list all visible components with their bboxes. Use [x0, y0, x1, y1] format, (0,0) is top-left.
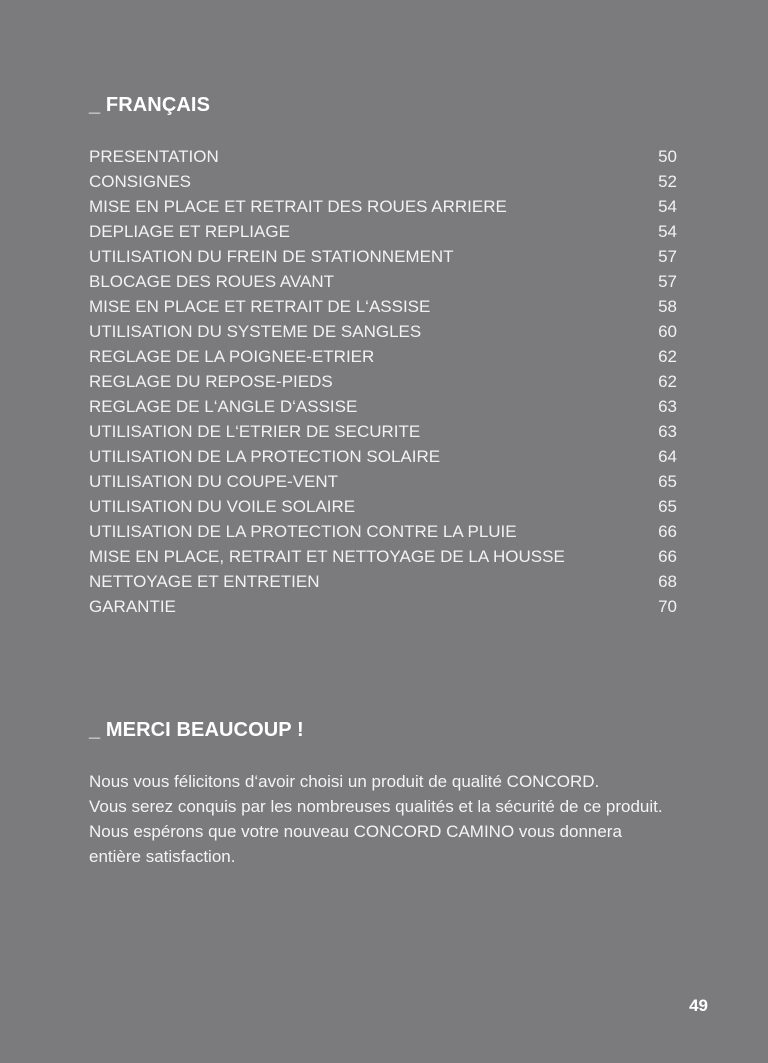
toc-row-garantie[interactable]	[89, 596, 677, 621]
toc-entry-page: 64	[658, 447, 677, 466]
toc-entry-label: MISE EN PLACE, RETRAIT ET NETTOYAGE DE LA HOUSSE	[89, 547, 565, 566]
toc-entry-page: 54	[658, 222, 677, 241]
toc-entry-label: REGLAGE DE L‘ANGLE D‘ASSISE	[89, 397, 358, 416]
toc-entry-label: UTILISATION DU VOILE SOLAIRE	[89, 497, 356, 516]
toc-entry-page: 63	[658, 422, 677, 441]
toc-entry-label: REGLAGE DE LA POIGNEE-ETRIER	[89, 347, 375, 366]
toc-row-roues-arriere[interactable]	[89, 196, 677, 221]
page-number: 49	[689, 996, 708, 1015]
toc-row-entretien[interactable]	[89, 571, 677, 596]
toc-row-angle-assise[interactable]	[89, 396, 677, 421]
toc-row-housse[interactable]	[89, 546, 677, 571]
toc-entry-page: 57	[658, 272, 677, 291]
section-title-francais: _ FRANÇAIS	[89, 94, 211, 116]
toc-row-pluie[interactable]	[89, 521, 677, 546]
toc-row-coupe-vent[interactable]	[89, 471, 677, 496]
toc-entry-label: MISE EN PLACE ET RETRAIT DES ROUES ARRIERE	[89, 197, 507, 216]
toc-entry-page: 58	[658, 297, 677, 316]
toc-row-consignes[interactable]	[89, 171, 677, 196]
toc-row-repose-pieds[interactable]	[89, 371, 677, 396]
toc-entry-page: 60	[658, 322, 677, 341]
toc-entry-label: BLOCAGE DES ROUES AVANT	[89, 272, 334, 291]
toc-entry-label: MISE EN PLACE ET RETRAIT DE L‘ASSISE	[89, 297, 431, 316]
toc-entry-label: PRESENTATION	[89, 147, 219, 166]
toc-entry-page: 62	[658, 372, 677, 391]
toc-entry-label: DEPLIAGE ET REPLIAGE	[89, 222, 290, 241]
intro-paragraph	[89, 769, 729, 869]
intro-line: Nous vous félicitons d‘avoir choisi un produit de qualité CONCORD.	[89, 772, 600, 791]
toc-row-roues-avant[interactable]	[89, 271, 677, 296]
toc-row-presentation[interactable]	[89, 146, 677, 171]
toc-entry-label: UTILISATION DE LA PROTECTION SOLAIRE	[89, 447, 441, 466]
toc-entry-page: 62	[658, 347, 677, 366]
toc-entry-label: CONSIGNES	[89, 172, 192, 191]
toc-entry-page: 57	[658, 247, 677, 266]
intro-line: Vous serez conquis par les nombreuses qualités et la sécurité de ce produit.	[89, 797, 663, 816]
toc-entry-label: UTILISATION DE LA PROTECTION CONTRE LA PLUIE	[89, 522, 517, 541]
toc-row-protection-solaire[interactable]	[89, 446, 677, 471]
toc-entry-page: 66	[658, 522, 677, 541]
toc-entry-page: 54	[658, 197, 677, 216]
toc-entry-page: 52	[658, 172, 677, 191]
toc-row-frein[interactable]	[89, 246, 677, 271]
toc-entry-label: UTILISATION DU COUPE-VENT	[89, 472, 339, 491]
toc-entry-page: 70	[658, 597, 677, 616]
toc-entry-page: 50	[658, 147, 677, 166]
toc-entry-label: REGLAGE DU REPOSE-PIEDS	[89, 372, 333, 391]
toc-row-poignee[interactable]	[89, 346, 677, 371]
toc-entry-label: GARANTIE	[89, 597, 176, 616]
section-title-merci: _ MERCI BEAUCOUP !	[89, 719, 304, 741]
toc-entry-page: 65	[658, 472, 677, 491]
toc-entry-page: 63	[658, 397, 677, 416]
toc-entry-page: 68	[658, 572, 677, 591]
toc-entry-page: 65	[658, 497, 677, 516]
toc-entry-label: NETTOYAGE ET ENTRETIEN	[89, 572, 320, 591]
intro-line: entière satisfaction.	[89, 847, 236, 866]
table-of-contents	[89, 146, 677, 621]
toc-row-depliage[interactable]	[89, 221, 677, 246]
intro-line: Nous espérons que votre nouveau CONCORD CAMINO vous donnera	[89, 822, 622, 841]
toc-entry-label: UTILISATION DU SYSTEME DE SANGLES	[89, 322, 422, 341]
toc-row-etrier[interactable]	[89, 421, 677, 446]
toc-row-assise[interactable]	[89, 296, 677, 321]
toc-entry-page: 66	[658, 547, 677, 566]
toc-row-sangles[interactable]	[89, 321, 677, 346]
toc-entry-label: UTILISATION DE L‘ETRIER DE SECURITE	[89, 422, 421, 441]
toc-row-voile-solaire[interactable]	[89, 496, 677, 521]
toc-entry-label: UTILISATION DU FREIN DE STATIONNEMENT	[89, 247, 454, 266]
